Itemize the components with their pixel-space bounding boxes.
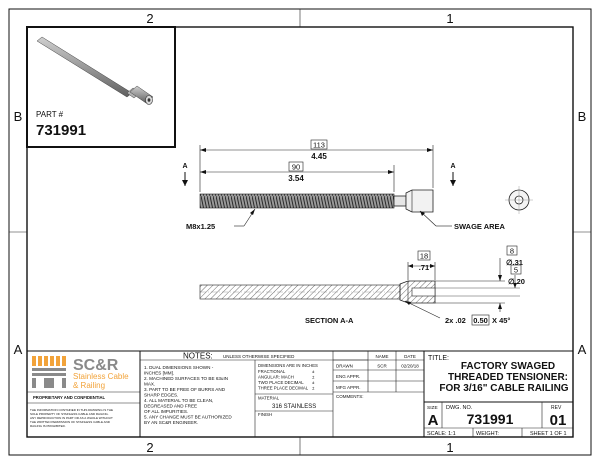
overall-dim-in: 4.45	[311, 152, 327, 161]
disclaimer-line: RAILING IS PROHIBITED.	[30, 424, 66, 428]
disclaimer-line: ANY REPRODUCTION IN PART OR AS A WHOLE WITHOUT	[30, 416, 113, 420]
logo-brand: SC&R	[73, 357, 119, 374]
rev-value: 01	[549, 412, 567, 429]
notes-title: NOTES:	[183, 351, 213, 361]
thread-callout: M8x1.25	[186, 222, 216, 231]
disclaimer-line: THE WRITTEN PERMISSION OF STAINLESS CABLE AND	[30, 420, 110, 424]
zone-left-b: B	[13, 109, 23, 124]
note-line: DEGREASED AND FREE	[144, 403, 198, 409]
note-line: 1. DUAL DIMENSIONS SHOWN -	[144, 365, 214, 370]
logo-line2: & Railing	[73, 381, 106, 390]
tolerance-sym: ±	[312, 385, 315, 391]
tolerance-row: TWO PLACE DECIMAL	[258, 380, 304, 385]
note-line: OF ALL IMPURITIES.	[144, 409, 189, 414]
notes-subtitle: UNLESS OTHERWISE SPECIFIED	[223, 354, 295, 359]
part-label: PART #	[36, 110, 64, 119]
comments-label: COMMENTS:	[336, 394, 364, 399]
disclaimer-line: THE INFORMATION CONTAINED IN THIS DRAWING IS THE	[30, 408, 114, 412]
weight-label: WEIGHT:	[476, 431, 499, 437]
approvals-eng-label: ENG APPR.	[336, 374, 361, 379]
approvals-drawn-name: SCR	[377, 363, 387, 369]
inner-dim-mm: 5	[513, 265, 519, 275]
tolerance-row: FRACTIONAL	[258, 369, 286, 374]
finish-label: FINISH	[258, 412, 273, 417]
thread-dim-mm: 90	[291, 162, 301, 172]
approvals-mfg-label: MFG APPR.	[336, 385, 361, 390]
part-number: 731991	[36, 122, 87, 139]
approvals-date-header: DATE	[404, 354, 416, 359]
section-marker-right: A	[450, 163, 456, 170]
chamfer-prefix: 2x .02	[445, 316, 466, 325]
end-dim-mm: 18	[419, 251, 429, 261]
disclaimer-line: SOLE PROPERTY OF STAINLESS CABLE AND RAILING.	[30, 412, 109, 416]
note-line: BY AN SC&R ENGINEER.	[144, 420, 199, 425]
note-line: SHARP EDGES.	[144, 392, 179, 398]
zone-bottom-1: 1	[446, 440, 454, 455]
zone-left-a: A	[13, 342, 23, 357]
approvals-drawn-label: DRAWN	[336, 363, 353, 369]
zone-right-b: B	[577, 109, 587, 124]
disclaimer	[30, 408, 113, 428]
inner-dim-in: ∅.20	[508, 277, 525, 286]
material-label: MATERIAL	[258, 395, 280, 401]
chamfer-suffix: X 45°	[492, 316, 511, 325]
approvals-drawn-date: 02/20/18	[401, 363, 419, 369]
end-view	[505, 186, 533, 214]
title-line-3: FOR 3/16" CABLE RAILING	[439, 383, 569, 394]
section-marker-left: A	[182, 163, 188, 170]
title-line-1: FACTORY SWAGED	[460, 361, 556, 372]
title-label: TITLE:	[428, 355, 450, 362]
zone-bottom-2: 2	[146, 440, 154, 455]
tolerance-sym: ±	[312, 380, 315, 385]
thread-dim-in: 3.54	[288, 174, 304, 183]
sheet-label: SHEET 1 OF 1	[530, 431, 567, 437]
bore-dim-in: ∅.31	[506, 258, 523, 267]
rev-label: REV	[551, 405, 562, 411]
tolerance-row: ANGULAR: MACH	[258, 374, 294, 380]
chamfer-box: 0.50	[473, 316, 488, 325]
end-dim-in: .71	[418, 263, 430, 272]
tolerance-sym: ±	[312, 374, 315, 380]
section-view	[200, 281, 435, 303]
zone-right-a: A	[577, 342, 587, 357]
overall-dim-mm: 113	[313, 140, 325, 150]
material-value: 316 STAINLESS	[272, 404, 317, 410]
logo-line1: Stainless Cable	[73, 372, 129, 381]
swage-callout: SWAGE AREA	[454, 222, 505, 231]
note-line: 3. PART TO BE FREE OF BURRS AND	[144, 387, 226, 392]
tolerance-sym: ±	[312, 369, 315, 374]
tolerance-header: DIMENSIONS ARE IN INCHES	[258, 363, 318, 368]
dwg-value: 731991	[466, 411, 514, 427]
size-label: SIZE	[427, 406, 438, 411]
note-line: 4. ALL MATERIAL TO BE CLEAN,	[144, 398, 214, 403]
section-label: SECTION A-A	[305, 316, 354, 325]
scale-label: SCALE: 1:1	[427, 431, 456, 437]
title-line-2: THREADED TENSIONER:	[447, 372, 569, 383]
dwg-label: DWG. NO.	[446, 405, 473, 411]
tolerance-row: THREE PLACE DECIMAL	[258, 385, 309, 391]
bore-dim-mm: 8	[509, 246, 515, 256]
approvals-name-header: NAME	[375, 354, 389, 359]
proprietary-label: PROPRIETARY AND CONFIDENTIAL	[33, 395, 106, 400]
company-logo	[32, 356, 66, 388]
note-line: 5. ANY CHANGE MUST BE AUTHORIZED	[144, 414, 232, 420]
zone-top-1: 1	[446, 11, 454, 26]
note-line: MAX.	[144, 381, 156, 387]
side-view	[200, 190, 433, 212]
note-line: 2. MACHINED SURFACES TO BE 63uIN	[144, 376, 229, 381]
notes-list	[144, 365, 232, 425]
note-line: INCHES [MM].	[144, 370, 175, 376]
zone-top-2: 2	[146, 11, 154, 26]
size-value: A	[427, 412, 439, 429]
